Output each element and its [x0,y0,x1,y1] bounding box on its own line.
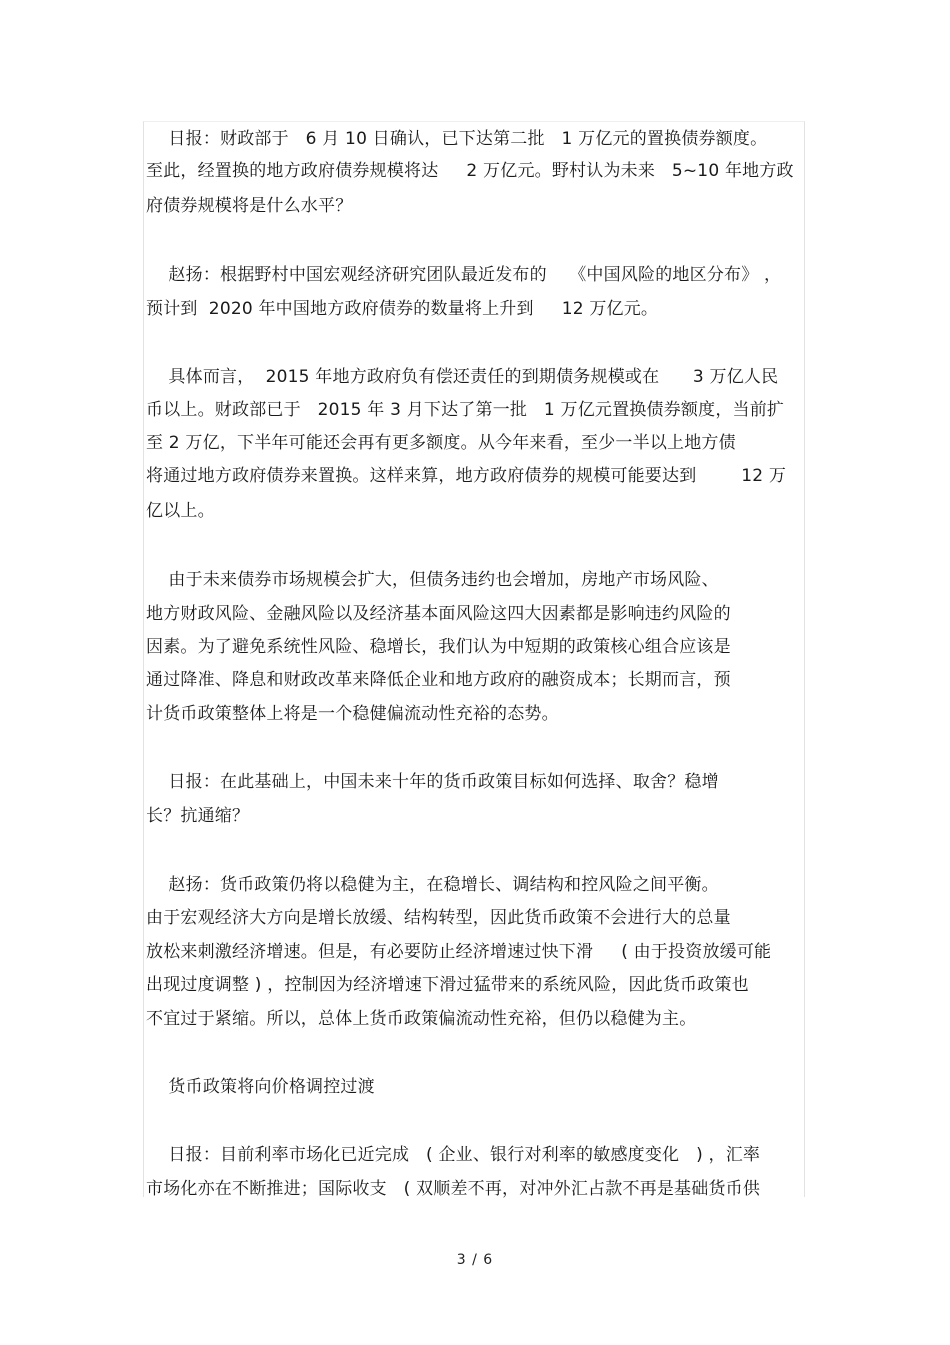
text-line: 不宜过于紧缩。所以，总体上货币政策偏流动性充裕，但仍以稳健为主。 [146,1009,697,1029]
text-line: 市场化亦在不断推进；国际收支 ( 双顺差不再，对冲外汇占款不再是基础货币供 [146,1179,761,1199]
text-line: 至此，经置换的地方政府债券规模将达 2 万亿元。野村认为未来 5~10 年地方政 [146,161,794,181]
text-line: 亿以上。 [146,501,215,521]
text-line: 计货币政策整体上将是一个稳健偏流动性充裕的态势。 [146,704,559,724]
text-line: 放松来刺激经济增速。但是，有必要防止经济增速过快下滑 ( 由于投资放缓可能 [146,942,772,962]
text-line: 具体而言， 2015 年地方政府负有偿还责任的到期债务规模或在 3 万亿人民 [146,367,779,387]
text-line: 日报：在此基础上，中国未来十年的货币政策目标如何选择、取舍？稳增 [146,772,719,792]
text-line: 长？抗通缩？ [146,806,250,826]
page-number: 3 / 6 [456,1252,494,1268]
section-heading: 货币政策将向价格调控过渡 [146,1077,375,1097]
text-line: 赵扬：根据野村中国宏观经济研究团队最近发布的 《中国风险的地区分布》 ， [146,265,782,285]
text-line: 由于宏观经济大方向是增长放缓、结构转型，因此货币政策不会进行大的总量 [146,908,731,928]
text-line: 将通过地方政府债券来置换。这样来算，地方政府债券的规模可能要达到 12 万 [146,466,787,486]
text-line: 因素。为了避免系统性风险、稳增长，我们认为中短期的政策核心组合应该是 [146,637,731,657]
text-line: 由于未来债券市场规模会扩大，但债务违约也会增加，房地产市场风险、 [146,570,719,590]
text-line: 币以上。财政部已于 2015 年 3 月下达了第一批 1 万亿元置换债券额度，当前扩 [146,400,785,420]
text-line: 赵扬：货币政策仍将以稳健为主，在稳增长、调结构和控风险之间平衡。 [146,875,719,895]
text-line: 出现过度调整 ) ，控制因为经济增速下滑过猛带来的系统风险，因此货币政策也 [146,975,749,995]
text-line: 日报：目前利率市场化已近完成 ( 企业、银行对利率的敏感度变化 ) ，汇率 [146,1145,761,1165]
text-line: 预计到 2020 年中国地方政府债券的数量将上升到 12 万亿元。 [146,299,659,319]
text-line: 日报：财政部于 6 月 10 日确认，已下达第二批 1 万亿元的置换债券额度。 [146,129,768,149]
text-line: 府债券规模将是什么水平？ [146,196,353,216]
text-line: 至 2 万亿，下半年可能还会再有更多额度。从今年来看，至少一半以上地方债 [146,433,736,453]
text-line: 通过降准、降息和财政改革来降低企业和地方政府的融资成本；长期而言，预 [146,670,731,690]
text-line: 地方财政风险、金融风险以及经济基本面风险这四大因素都是影响违约风险的 [146,604,731,624]
